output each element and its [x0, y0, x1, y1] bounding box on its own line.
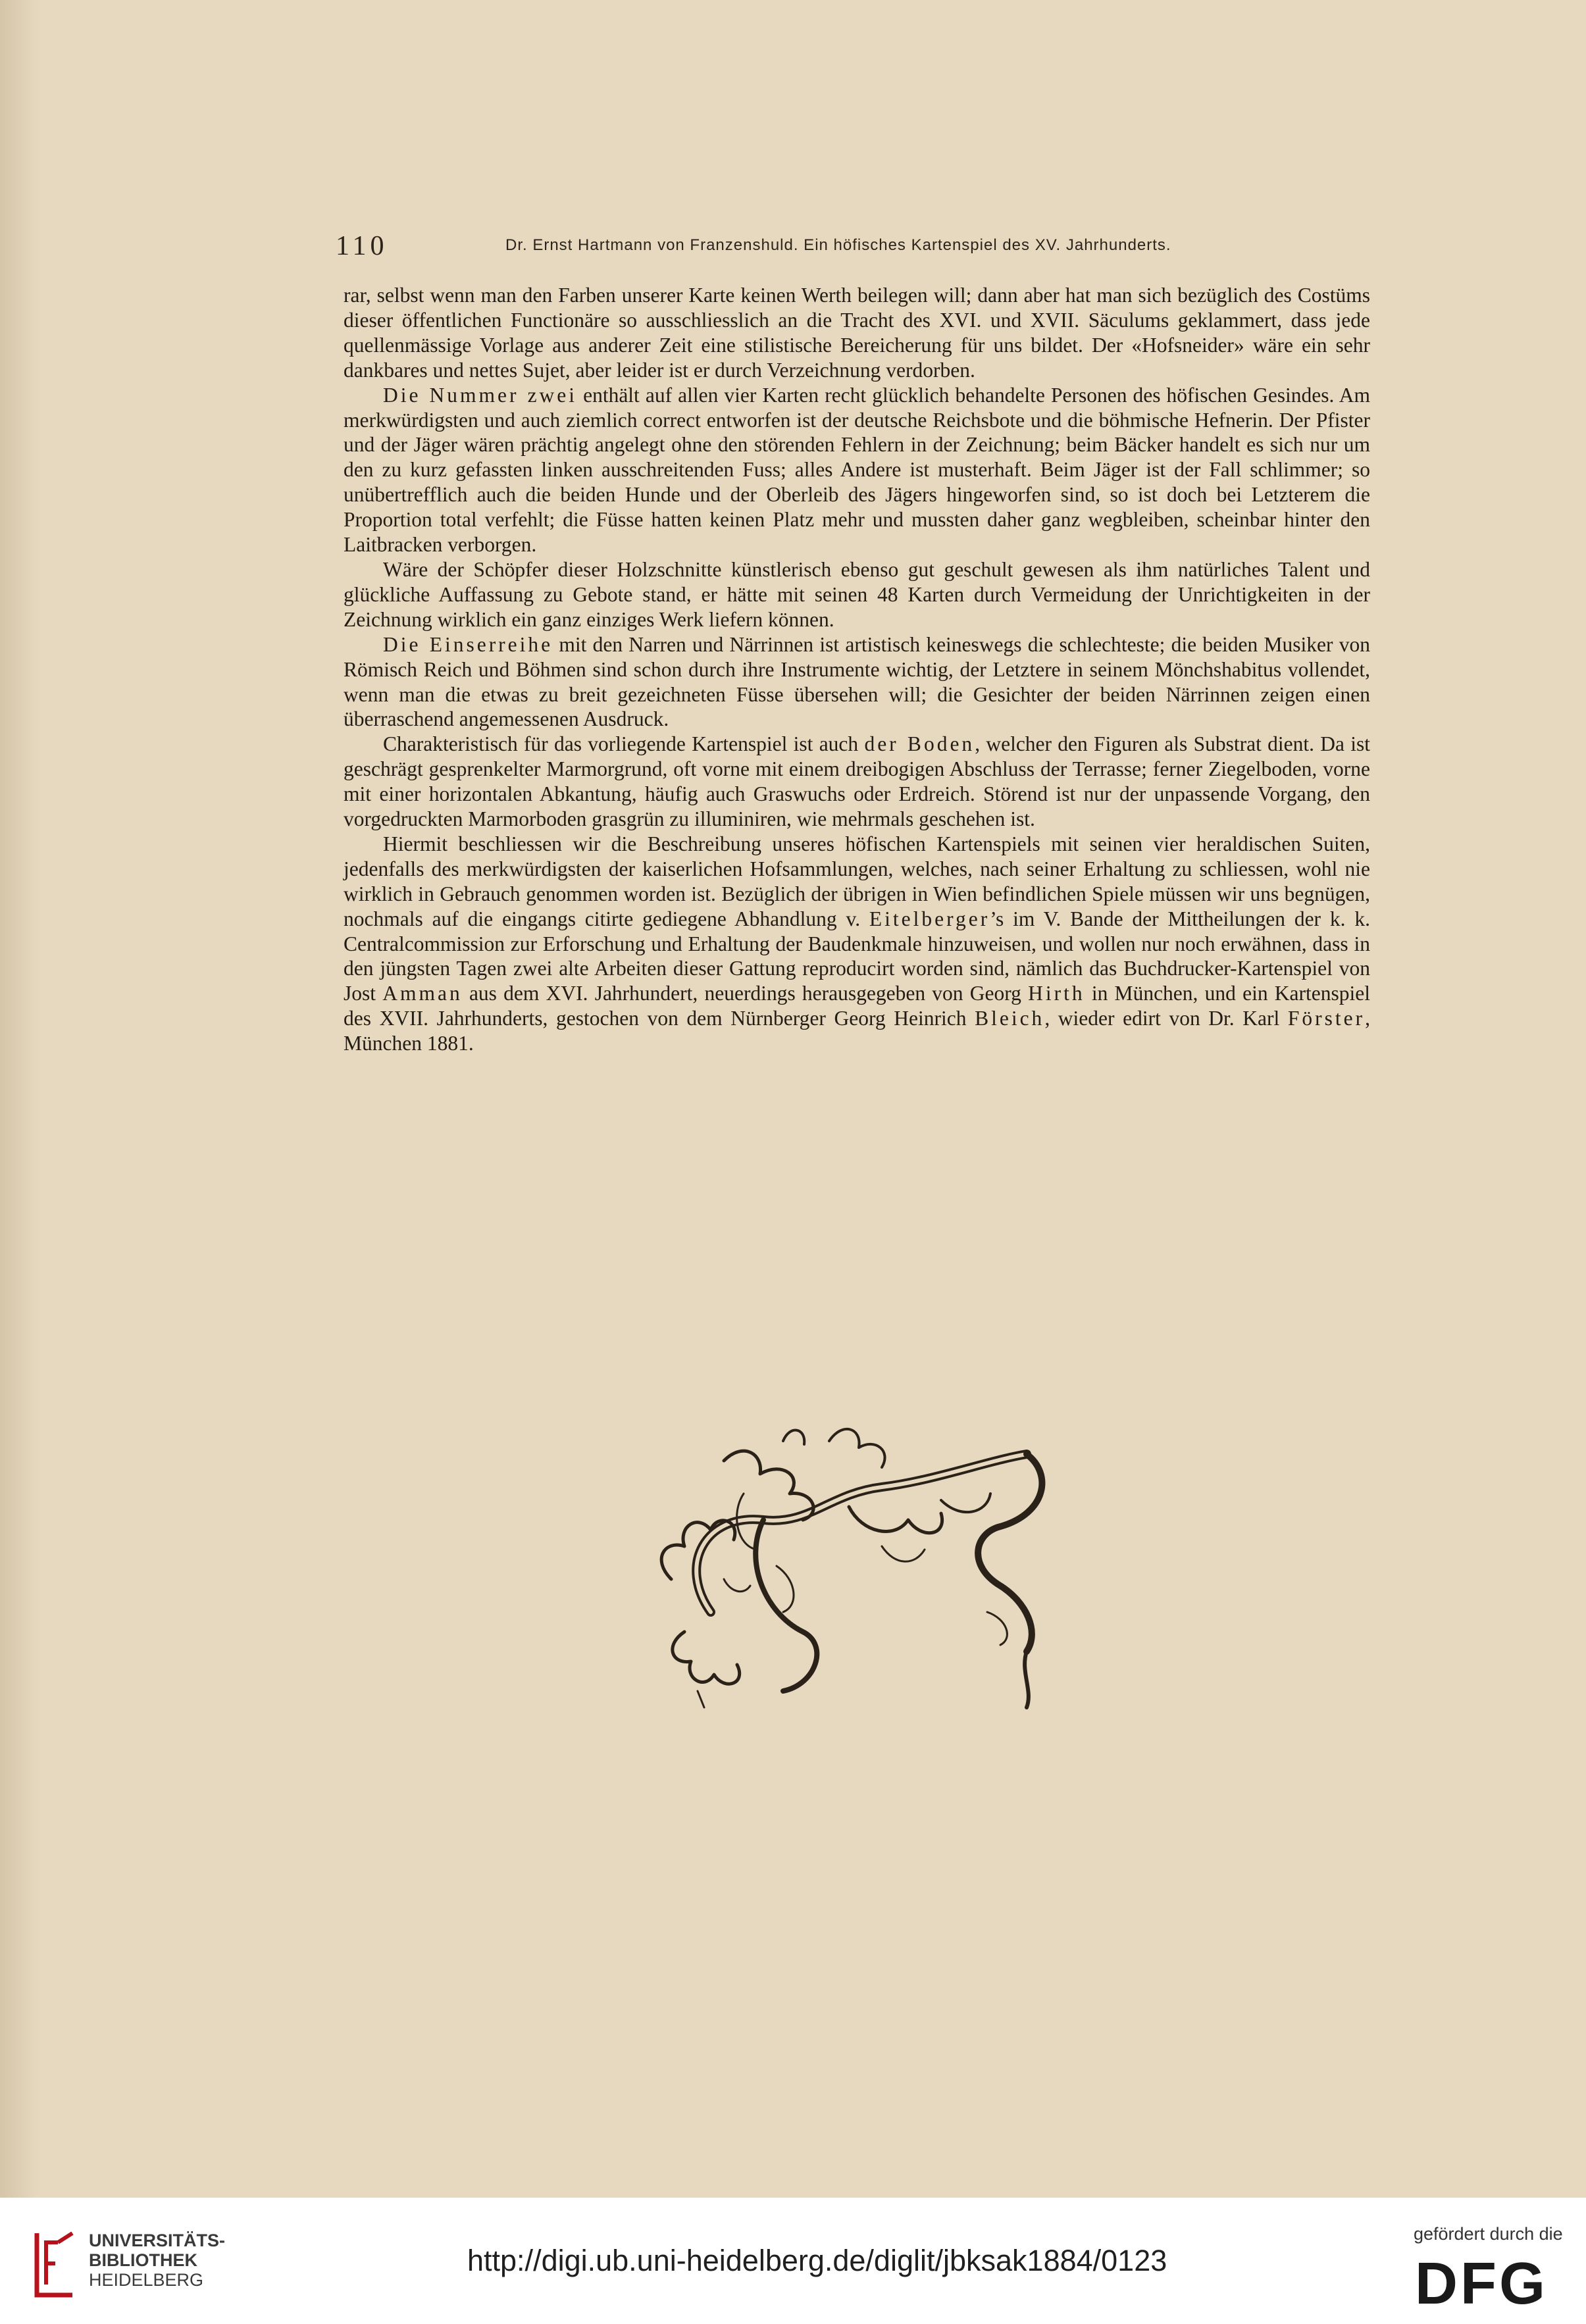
page-number: 110 [336, 231, 388, 261]
paragraph-3 [344, 557, 1370, 632]
running-title: Dr. Ernst Hartmann von Franzenshuld. Ein höfisches Kartenspiel des XV. Jahrhunderts. [505, 236, 1171, 254]
library-name-line2: BIBLIOTHEK [89, 2250, 197, 2270]
paragraph-6 [344, 832, 1370, 1056]
spaced-name: Die Einserreihe [383, 632, 553, 656]
text-run: , wieder edirt von Dr. Karl [1044, 1007, 1288, 1030]
text-run: Charakteristisch für das vorliegende Kartenspiel ist auch [383, 732, 865, 756]
permalink-url[interactable]: http://digi.ub.uni-heidelberg.de/diglit/jbksak1884/0123 [467, 2244, 1167, 2277]
library-name-line3: HEIDELBERG [89, 2270, 204, 2290]
page-header [336, 230, 1366, 263]
digitization-footer [0, 2198, 1586, 2324]
paragraph-2 [344, 383, 1370, 557]
spaced-name: Eitelberger [869, 907, 990, 930]
spaced-name: der Boden [864, 732, 975, 756]
text-run: in München, und ein Kartenspiel des XVII. Jahrhunderts, gestochen von dem Nürnberger Georg Heinrich [344, 982, 1370, 1030]
library-name-line1: UNIVERSITÄTS- [89, 2231, 226, 2250]
text-run: , München 1881. [344, 1007, 1370, 1055]
funded-by-label: gefördert durch die [1414, 2224, 1563, 2244]
dfg-logo: DFG [1415, 2251, 1548, 2317]
body-text [344, 283, 1370, 1056]
rococo-acanthus-scroll-ornament-icon [632, 1415, 1119, 1717]
paragraph-5 [344, 732, 1370, 832]
page-edge-shadow [0, 0, 39, 2198]
text-run: aus dem XVI. Jahrhundert, neuerdings herausgegeben von Georg [462, 982, 1029, 1005]
university-library-logo-icon [32, 2228, 78, 2300]
spaced-name: Hirth [1028, 982, 1085, 1005]
text-run: , welcher den Figuren als Substrat dient. Da ist geschrägt gesprenkelter Marmorgrund, oft vorne mit einem dreibogigen Abschluss der Terrasse; ferner Ziegelboden, vorne mit einer horizontalen Abkantung, häufig auch Graswuchs oder Erdreich. Störend ist nur der unpassende Vorgang, den vorgedruckten Marmorboden grasgrün zu illuminiren, wie mehrmals geschehen ist. [344, 732, 1371, 831]
paragraph-1 [344, 283, 1370, 383]
text-run: rar, selbst wenn man den Farben unserer Karte keinen Werth beilegen will; dann aber hat man sich bezüglich des Costüms dieser öffentlichen Functionäre so ausschliesslich an die Tracht des XVI. und XVII. Säculums geklammert, dass jede quellenmässige Vorlage aus anderer Zeit eine stilistische Bereicherung für uns bildet. Der «Hofsneider» wäre ein sehr dankbares und nettes Sujet, aber leider ist er durch Verzeichnung verdorben. [344, 284, 1370, 382]
text-run: ’s im V. Bande der Mittheilungen der k. k. Centralcommission zur Erforschung und Erhaltung der Baudenkmale hinzuweisen, und wollen nur noch erwähnen, dass in den jüngsten Tagen zwei alte Arbeiten dieser Gattung reproducirt worden sind, nämlich das Buchdrucker-Kartenspiel von Jost [344, 907, 1370, 1005]
text-run: enthält auf allen vier Karten recht glücklich behandelte Personen des höfischen Gesindes. Am merkwürdigsten und auch ziemlich correct entworfen ist der deutsche Reichsbote und die böhmische Hefnerin. Der Pfister und der Jäger wären prächtig angelegt ohne den störenden Fehlern in der Zeichnung; beim Bäcker handelt es sich nur um den zu kurz gefassten linken ausschreitenden Fuss; alles Andere ist musterhaft. Beim Jäger ist der Fall schlimmer; so unübertrefflich auch die beiden Hunde und der Oberleib des Jägers hingeworfen sind, so ist doch bei Letzterem die Proportion total verfehlt; die Füsse hatten keinen Platz mehr und mussten daher ganz wegbleiben, scheinbar hinter den Laitbracken verborgen. [344, 383, 1370, 557]
spaced-name: Amman [382, 982, 463, 1005]
text-run: Hiermit beschliessen wir die Beschreibung unseres höfischen Kartenspiels mit seinen vier heraldischen Suiten, jedenfalls des merkwürdigsten der kaiserlichen Hofsammlungen, welches, nach seiner Erhaltung zu schliessen, wohl nie wirklich in Gebrauch genommen worden ist. Bezüglich der übrigen in Wien befindlichen Spiele müssen wir uns begnügen, nochmals auf die eingangs citirte gediegene Abhandlung v. [344, 832, 1370, 930]
spaced-name: Bleich [975, 1007, 1045, 1030]
spaced-name: Förster [1287, 1007, 1366, 1030]
spaced-name: Die Nummer zwei [383, 383, 578, 407]
library-name [89, 2231, 225, 2290]
paragraph-4 [344, 632, 1370, 732]
text-run: Wäre der Schöpfer dieser Holzschnitte künstlerisch ebenso gut geschult gewesen als ihm natürliches Talent und glückliche Auffassung zu Gebote stand, er hätte mit seinen 48 Karten durch Vermeidung der Unrichtigkeiten in der Zeichnung wirklich ein ganz einziges Werk liefern können. [344, 557, 1370, 631]
text-run: mit den Narren und Närrinnen ist artistisch keineswegs die schlechteste; die beiden Musiker von Römisch Reich und Böhmen sind schon durch ihre Instrumente wichtig, der Letztere in seinem Mönchshabitus vollendet, wenn man die etwas zu breit gezeichneten Füsse übersehen will; die Gesichter der beiden Närrinnen zeigen einen überraschend angemessenen Ausdruck. [344, 632, 1370, 731]
